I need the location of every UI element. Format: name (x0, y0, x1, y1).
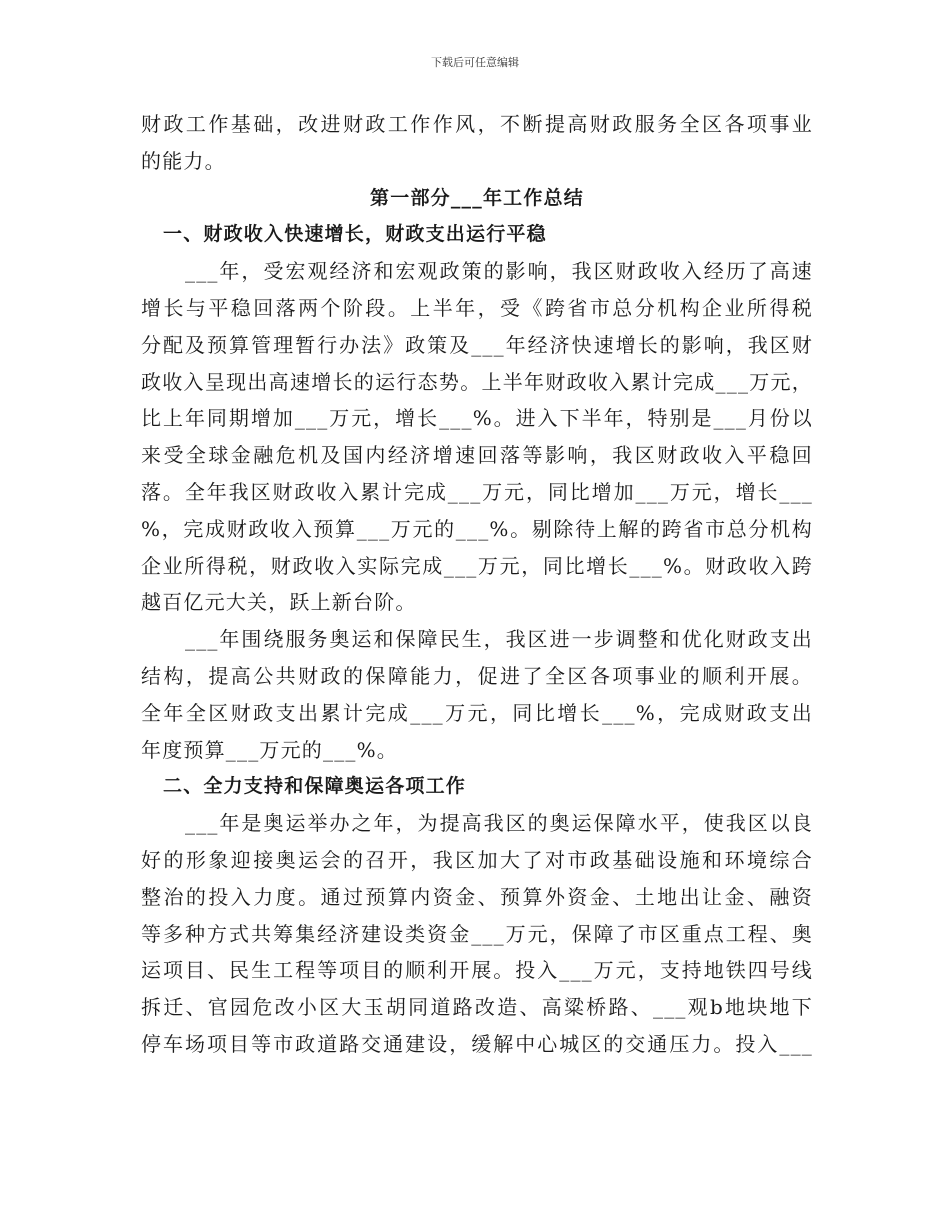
part-title: 第一部分___年工作总结 (370, 186, 584, 209)
text-line: %，完成财政收入预算___万元的___%。剔除待上解的跨省市总分机构 (141, 516, 813, 541)
text-line: 来受全球金融危机及国内经济增速回落等影响，我区财政收入平稳回 (141, 443, 813, 468)
page-header-note: 下载后可任意编辑 (431, 56, 519, 69)
text-line: 财政工作基础，改进财政工作作风，不断提高财政服务全区各项事业 (141, 112, 813, 136)
text-line: 年度预算___万元的___%。 (141, 737, 399, 762)
text-line: 落。全年我区财政收入累计完成___万元，同比增加___万元，增长___ (141, 479, 813, 504)
text-line: 好的形象迎接奥运会的召开，我区加大了对市政基础设施和环境综合 (141, 847, 813, 872)
text-line: 增长与平稳回落两个阶段。上半年，受《跨省市总分机构企业所得税 (141, 295, 813, 320)
text-line: 企业所得税，财政收入实际完成___万元，同比增长___%。财政收入跨 (141, 553, 813, 578)
text-line: 政收入呈现出高速增长的运行态势。上半年财政收入累计完成___万元， (141, 369, 813, 394)
text-line: 分配及预算管理暂行办法》政策及___年经济快速增长的影响，我区财 (141, 332, 813, 357)
text-line: 全年全区财政支出累计完成___万元，同比增长___%，完成财政支出 (141, 700, 813, 725)
paragraph-first-line: ___年，受宏观经济和宏观政策的影响，我区财政收入经历了高速 (185, 259, 813, 284)
text-line: 停车场项目等市政道路交通建设，缓解中心城区的交通压力。投入___ (141, 1031, 813, 1056)
text-line: 拆迁、官园危改小区大玉胡同道路改造、高粱桥路、___观b地块地下 (141, 995, 813, 1020)
paragraph-first-line: ___年围绕服务奥运和保障民生，我区进一步调整和优化财政支出 (185, 627, 813, 652)
section-heading: 一、财政收入快速增长，财政支出运行平稳 (163, 223, 547, 246)
text-line: 等多种方式共筹集经济建设类资金___万元，保障了市区重点工程、奥 (141, 921, 813, 946)
text-line: 越百亿元大关，跃上新台阶。 (141, 590, 417, 615)
text-line: 比上年同期增加___万元，增长___%。进入下半年，特别是___月份以 (141, 406, 813, 431)
text-line: 结构，提高公共财政的保障能力，促进了全区各项事业的顺利开展。 (141, 663, 813, 688)
text-line: 的能力。 (141, 148, 226, 173)
text-line: 运项目、民生工程等项目的顺利开展。投入___万元，支持地铁四号线 (141, 958, 813, 983)
paragraph-first-line: ___年是奥运举办之年，为提高我区的奥运保障水平，使我区以良 (185, 811, 813, 836)
document-body (141, 106, 813, 1063)
text-line: 整治的投入力度。通过预算内资金、预算外资金、土地出让金、融资 (141, 884, 813, 909)
section-heading: 二、全力支持和保障奥运各项工作 (163, 775, 467, 798)
